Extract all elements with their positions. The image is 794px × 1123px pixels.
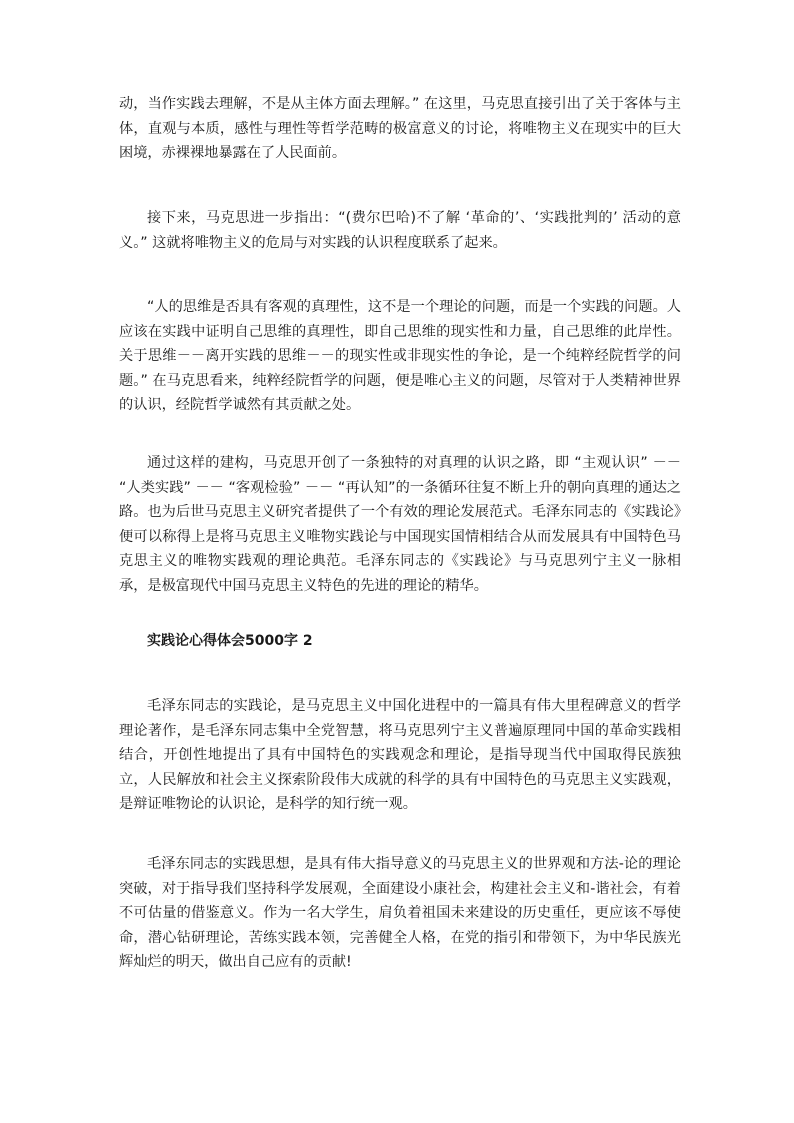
paragraph-5: 毛泽东同志的实践论，是马克思主义中国化进程中的一篇具有伟大里程碑意义的哲学理论著作，是毛泽东同志集中全党智慧，将马克思列宁主义普遍原理同中国的革命实践相结合，开创性地提出了具有中国特色的实践观念和理论，是指导现当代中国取得民族独立，人民解放和社会主义探索阶段伟大成就的科学的具有中国特色的马克思主义实践观，是辩证唯物论的认识论，是科学的知行统一观。 xyxy=(119,698,681,812)
section-heading: 实践论心得体会5000字 2 xyxy=(147,633,313,649)
paragraph-1: 动，当作实践去理解，不是从主体方面去理解。” 在这里，马克思直接引出了关于客体与主体，直观与本质，感性与理性等哲学范畴的极富意义的讨论，将唯物主义在现实中的巨大困境，赤裸裸地暴露在了人民面前。 xyxy=(119,96,681,161)
paragraph-6: 毛泽东同志的实践思想，是具有伟大指导意义的马克思主义的世界观和方法-论的理论突破，对于指导我们坚持科学发展观，全面建设小康社会，构建社会主义和-谐社会，有着不可估量的借鉴意义。作为一名大学生，肩负着祖国未来建设的历史重任，更应该不辱使命，潜心钻研理论，苦练实践本领，完善健全人格，在党的指引和带领下，为中华民族光辉灿烂的明天，做出自己应有的贡献! xyxy=(119,856,681,970)
paragraph-4: 通过这样的建构，马克思开创了一条独特的对真理的认识之路，即 “主观认识” －－ “人类实践” －－ “客观检验” －－ “再认知”的一条循环往复不断上升的朝向真理的通达之路。也为后世马克思主义研究者提供了一个有效的理论发展范式。毛泽东同志的《实践论》便可以称得上是将马克思主义唯物实践论与中国现实国情相结合从而发展具有中国特色马克思主义的唯物实践观的理论典范。毛泽东同志的《实践论》与马克思列宁主义一脉相承，是极富现代中国马克思主义特色的先进的理论的精华。 xyxy=(119,455,681,594)
paragraph-3: “人的思维是否具有客观的真理性，这不是一个理论的问题，而是一个实践的问题。人应该在实践中证明自己思维的真理性，即自己思维的现实性和力量，自己思维的此岸性。关于思维－－离开实践的思维－－的现实性或非现实性的争论，是一个纯粹经院哲学的问题。” 在马克思看来，纯粹经院哲学的问题，便是唯心主义的问题，尽管对于人类精神世界的认识，经院哲学诚然有其贡献之处。 xyxy=(119,299,681,413)
paragraph-2: 接下来，马克思进一步指出：“(费尔巴哈)不了解 ‘革命的’、‘实践批判的’ 活动的意义。” 这就将唯物主义的危局与对实践的认识程度联系了起来。 xyxy=(119,210,681,251)
